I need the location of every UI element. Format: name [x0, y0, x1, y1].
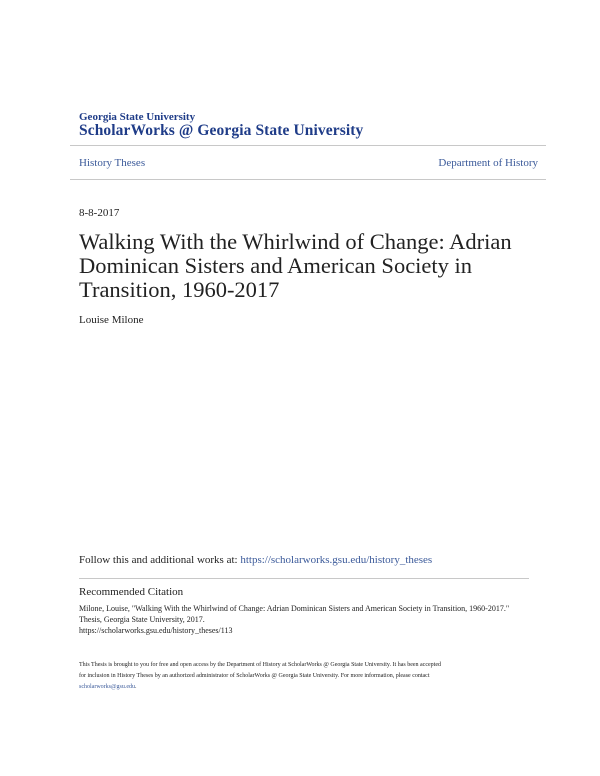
repository-name[interactable]: ScholarWorks @ Georgia State University	[79, 122, 364, 139]
title-line: Transition, 1960-2017	[79, 277, 280, 302]
author-name: Louise Milone	[79, 314, 144, 326]
collection-link[interactable]: History Theses	[79, 157, 146, 169]
citation-text	[79, 603, 549, 636]
publication-date: 8-8-2017	[79, 207, 120, 219]
citation-rule	[79, 578, 529, 579]
department-link[interactable]: Department of History	[438, 157, 538, 169]
citation-line: Milone, Louise, "Walking With the Whirlwind of Change: Adrian Dominican Sisters and American Society in Transition, 1960-2017."	[79, 604, 510, 613]
citation-url[interactable]: https://scholarworks.gsu.edu/history_theses/113	[79, 626, 233, 635]
follow-link[interactable]: https://scholarworks.gsu.edu/history_theses	[240, 554, 433, 566]
header-rule-top	[70, 145, 546, 146]
follow-text: Follow this and additional works at:	[79, 554, 238, 566]
paper-title	[79, 230, 529, 302]
access-notice	[79, 660, 519, 693]
citation-heading: Recommended Citation	[79, 586, 184, 598]
university-name: Georgia State University	[79, 111, 196, 123]
title-line: Walking With the Whirlwind of Change: Adrian	[79, 229, 512, 254]
follow-line	[79, 554, 432, 566]
citation-line: Thesis, Georgia State University, 2017.	[79, 615, 205, 624]
contact-email-link[interactable]: scholarworks@gsu.edu	[79, 684, 136, 690]
notice-contact	[79, 682, 519, 693]
title-line: Dominican Sisters and American Society in	[79, 253, 473, 278]
notice-line: for inclusion in History Theses by an authorized administrator of ScholarWorks @ Georgia State University. For more information, please contact	[79, 673, 430, 679]
header-rule-bottom	[70, 179, 546, 180]
notice-line: This Thesis is brought to you for free and open access by the Department of History at ScholarWorks @ Georgia State University. It has been accepted	[79, 662, 441, 668]
notice-suffix: .	[135, 684, 137, 690]
